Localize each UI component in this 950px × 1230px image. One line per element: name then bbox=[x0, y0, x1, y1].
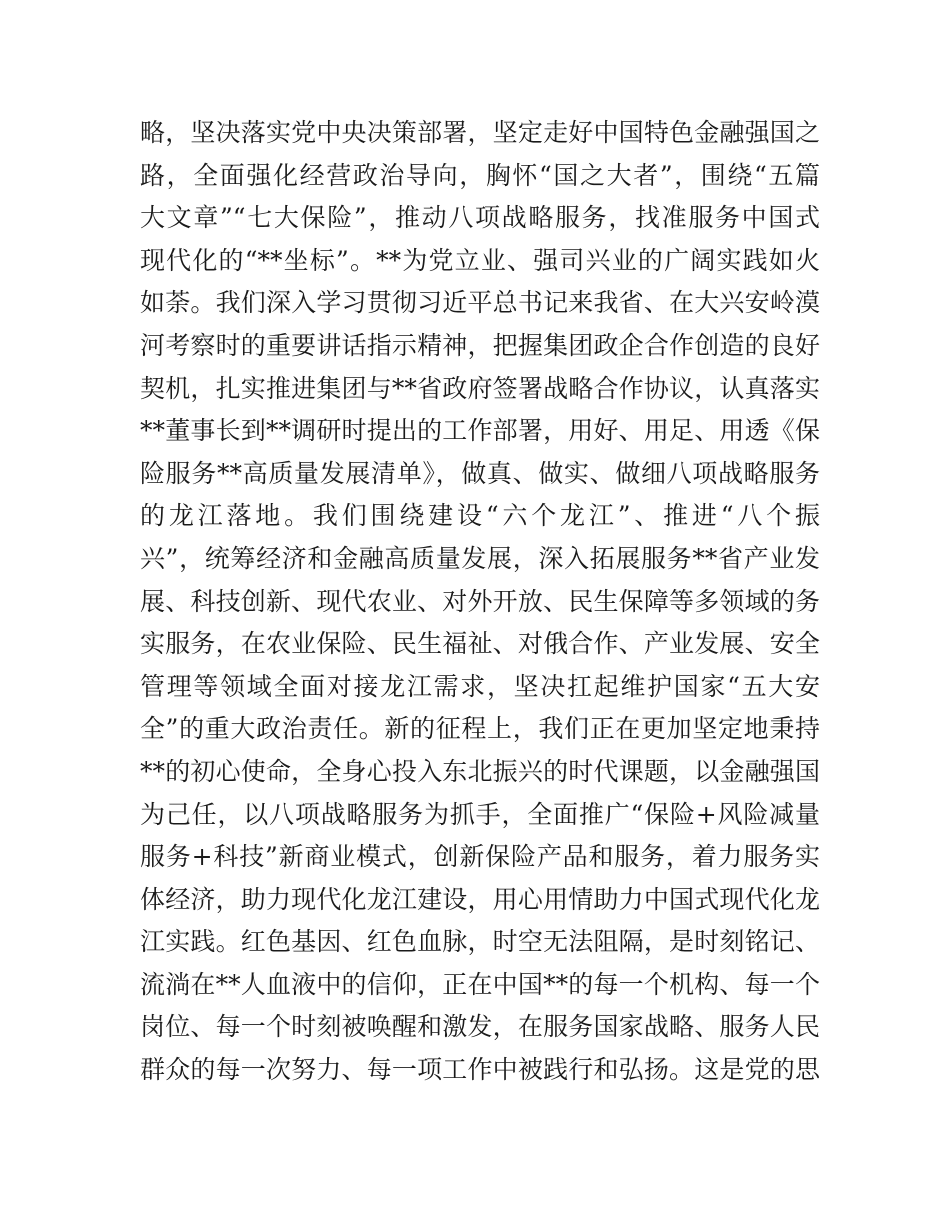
text-line-15: 全”的重大政治责任。新的征程上，我们正在更加坚定地秉持 bbox=[140, 714, 820, 744]
body-text bbox=[140, 112, 820, 1092]
text-line-12: 展、科技创新、现代农业、对外开放、民生保障等多领域的务 bbox=[140, 586, 820, 616]
text-line-23: 群众的每一次努力、每一项工作中被践行和弘扬。这是党的思 bbox=[140, 1055, 820, 1085]
text-line-5: 如荼。我们深入学习贯彻习近平总书记来我省、在大兴安岭漠 bbox=[140, 288, 820, 318]
text-line-10: 的龙江落地。我们围绕建设“六个龙江”、推进“八个振 bbox=[140, 501, 820, 531]
text-line-11: 兴”，统筹经济和金融高质量发展，深入拓展服务**省产业发 bbox=[140, 543, 820, 573]
text-line-7: 契机，扎实推进集团与**省政府签署战略合作协议，认真落实 bbox=[140, 373, 820, 403]
text-line-18: 服务+科技”新商业模式，创新保险产品和服务，着力服务实 bbox=[140, 842, 820, 872]
text-line-19: 体经济，助力现代化龙江建设，用心用情助力中国式现代化龙 bbox=[140, 884, 820, 914]
text-line-14: 管理等领域全面对接龙江需求，坚决扛起维护国家“五大安 bbox=[140, 671, 820, 701]
text-line-3: 大文章”“七大保险”，推动八项战略服务，找准服务中国式 bbox=[140, 203, 820, 233]
text-line-22: 岗位、每一个时刻被唤醒和激发，在服务国家战略、服务人民 bbox=[140, 1012, 820, 1042]
text-line-13: 实服务，在农业保险、民生福祉、对俄合作、产业发展、安全 bbox=[140, 629, 820, 659]
text-line-4: 现代化的“**坐标”。**为党立业、强司兴业的广阔实践如火 bbox=[140, 245, 820, 275]
text-line-8: **董事长到**调研时提出的工作部署，用好、用足、用透《保 bbox=[140, 416, 820, 446]
text-line-20: 江实践。红色基因、红色血脉，时空无法阻隔，是时刻铭记、 bbox=[140, 927, 820, 957]
text-line-6: 河考察时的重要讲话指示精神，把握集团政企合作创造的良好 bbox=[140, 330, 820, 360]
text-line-16: **的初心使命，全身心投入东北振兴的时代课题，以金融强国 bbox=[140, 756, 820, 786]
text-line-1: 略，坚决落实党中央决策部署，坚定走好中国特色金融强国之 bbox=[140, 118, 820, 147]
text-line-2: 路，全面强化经营政治导向，胸怀“国之大者”，围绕“五篇 bbox=[140, 160, 820, 190]
text-line-9: 险服务**高质量发展清单》，做真、做实、做细八项战略服务 bbox=[140, 458, 820, 488]
text-line-21: 流淌在**人血液中的信仰，正在中国**的每一个机构、每一个 bbox=[140, 969, 820, 999]
text-line-17: 为己任，以八项战略服务为抓手，全面推广“保险+风险减量 bbox=[140, 799, 820, 829]
